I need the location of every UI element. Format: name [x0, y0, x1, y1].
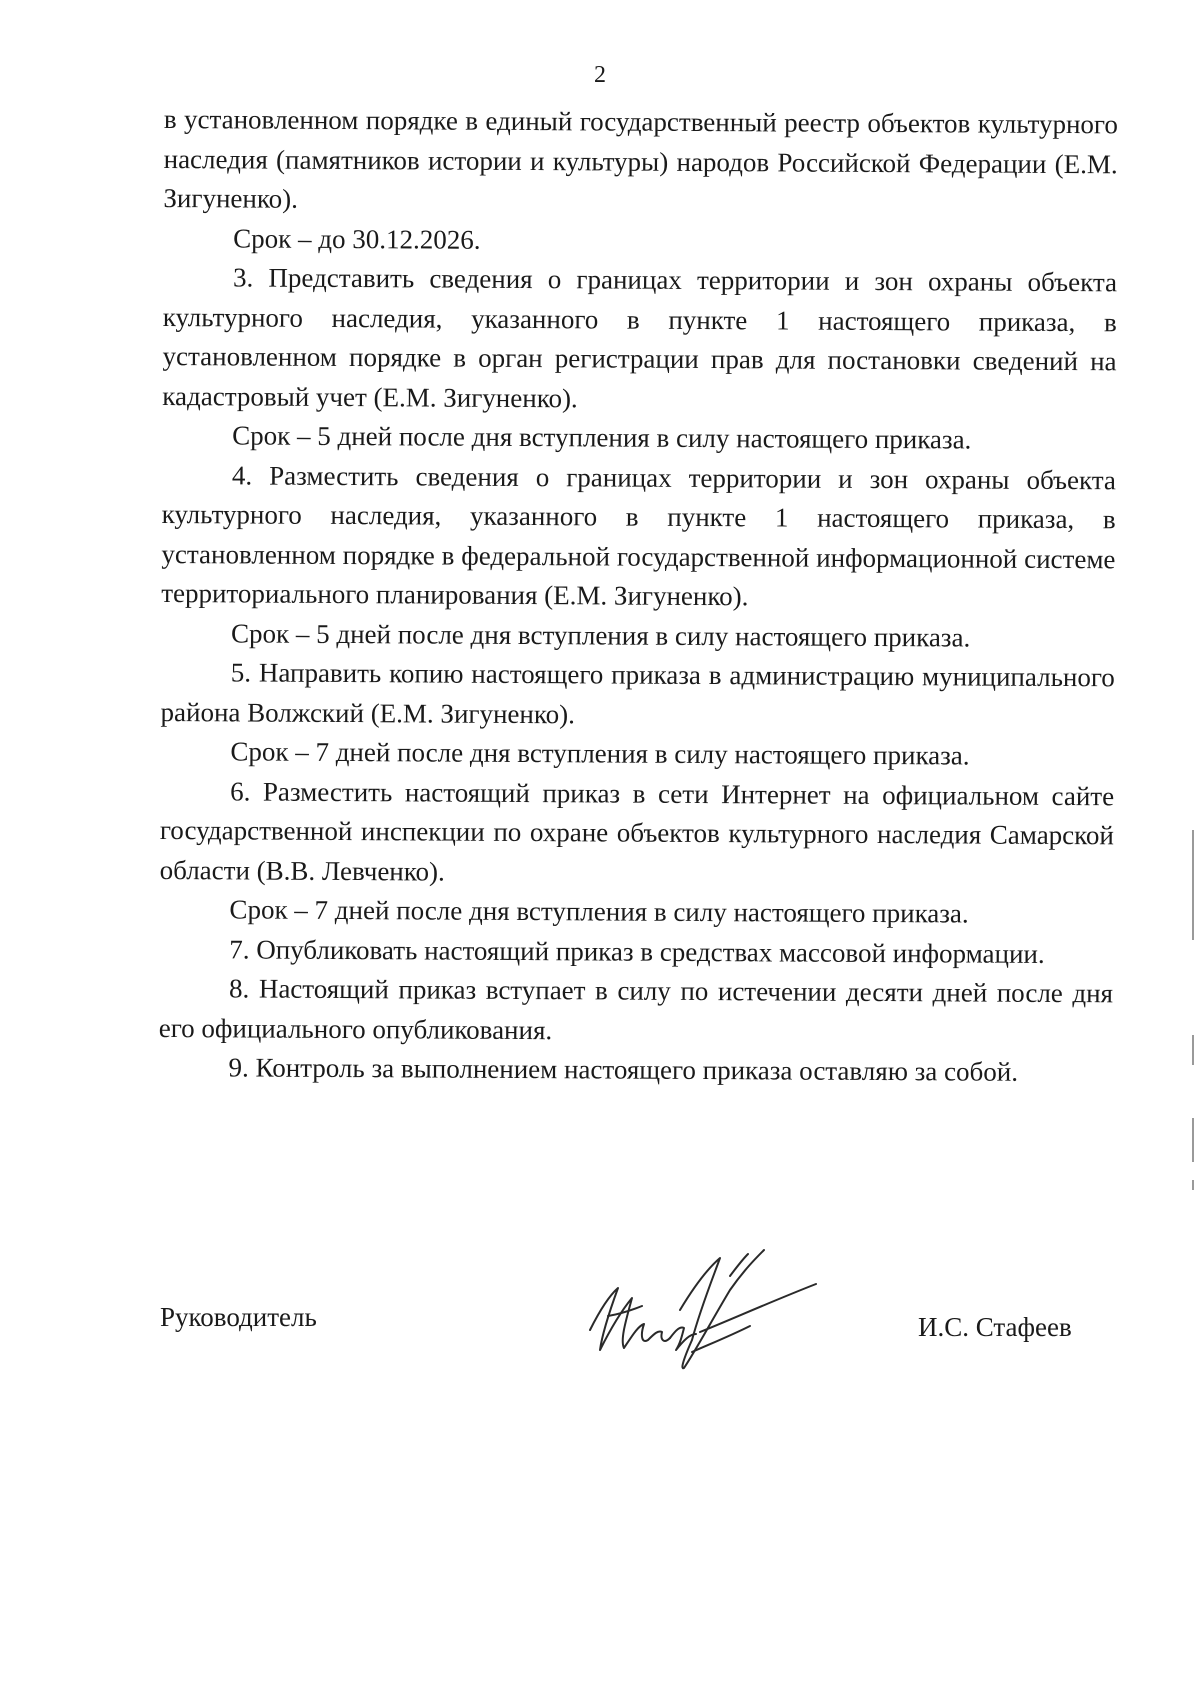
deadline-item-3: Срок – 5 дней после дня вступления в силу настоящего приказа.	[232, 420, 972, 455]
signatory-name: И.С. Стафеев	[918, 1312, 1072, 1342]
deadline-item-4: Срок – 5 дней после дня вступления в силу настоящего приказа.	[230, 617, 971, 653]
item-5-send-copy: 5. Направить копию настоящего приказа в администрацию муниципального района Волжский (Е.М. Зигуненко).	[160, 657, 1115, 729]
handwritten-signature	[580, 1240, 840, 1380]
deadline-item-5: Срок – 7 дней после дня вступления в силу настоящего приказа.	[230, 736, 970, 771]
item-6-publish-website: 6. Разместить настоящий приказ в сети Интернет на официальном сайте государственной инспекции по охране объектов культурного наследия Самарской области (В.В. Левченко).	[159, 775, 1115, 887]
scan-edge-mark	[1192, 1180, 1194, 1190]
scan-edge-mark	[1192, 830, 1194, 940]
item-9-control: 9. Контроль за выполнением настоящего приказа оставляю за собой.	[228, 1052, 1019, 1087]
scan-edge-mark	[1192, 1118, 1194, 1162]
item-4-planning-system: 4. Разместить сведения о границах территории и зон охраны объекта культурного наследия, указанного в пункте 1 настоящего приказа, в установленном порядке в федеральной государственной информационной системе территориального планирования (Е.М. Зигуненко).	[161, 459, 1116, 612]
item-8-entry-into-force: 8. Настоящий приказ вступает в силу по истечении десяти дней после дня его официального опубликования.	[158, 973, 1114, 1045]
deadline-item-6: Срок – 7 дней после дня вступления в силу настоящего приказа.	[229, 894, 969, 929]
document-body	[158, 100, 1118, 1093]
item-3-cadastral-registration: 3. Представить сведения о границах территории и зон охраны объекта культурного наследия, указанного в пункте 1 настоящего приказа, в установленном порядке в орган регистрации прав для постановки сведений на кадастровый учет (Е.М. Зигуненко).	[162, 262, 1118, 413]
signatory-position: Руководитель	[160, 1302, 317, 1332]
signature-block	[0, 1240, 1200, 1380]
deadline-item-2: Срок – до 30.12.2026.	[233, 222, 481, 255]
scan-edge-mark	[1192, 1035, 1194, 1065]
item-7-publish-media: 7. Опубликовать настоящий приказ в средствах массовой информации.	[229, 933, 1045, 969]
page-number: 2	[594, 62, 606, 88]
paragraph-registry-continuation: в установленном порядке в единый государственный реестр объектов культурного наследия (памятников истории и культуры) народов Российской Федерации (Е.М. Зигуненко).	[163, 103, 1118, 214]
